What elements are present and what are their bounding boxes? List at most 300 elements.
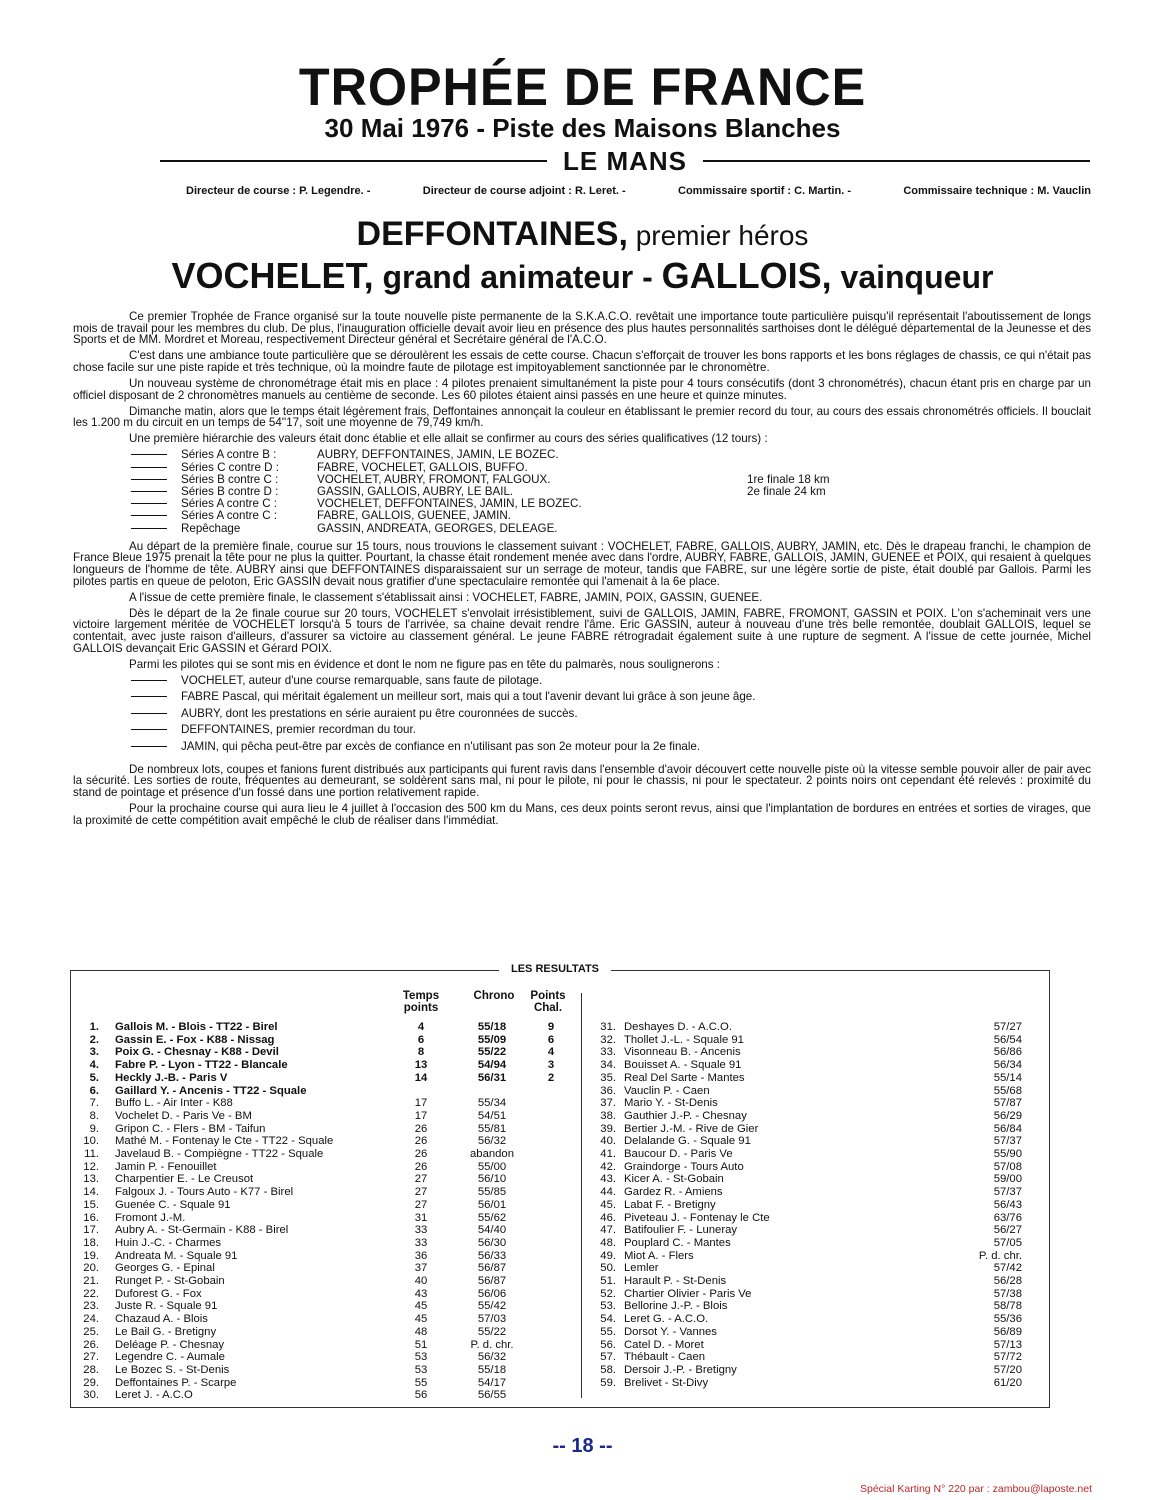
- result-chrono: 56/33: [477, 1249, 507, 1262]
- result-row: [71, 1237, 576, 1250]
- result-chrono: 59/00: [993, 1173, 1022, 1186]
- result-row: [586, 1186, 1046, 1199]
- result-name: Deshayes D. - A.C.O.: [624, 1021, 732, 1033]
- official-sport: Commissaire sportif : C. Martin. -: [678, 185, 851, 197]
- result-chrono: 56/29: [993, 1109, 1022, 1122]
- result-chrono: 57/03: [477, 1313, 507, 1326]
- article-paragraph: Au départ de la première finale, courue sur 15 tours, nous trouvions le classement suivant : VOCHELET, FABRE, GALLOIS, AUBRY, JAMIN, etc. Dès le drapeau franchi, le champion de France Bleue 1975 prenait la tête pour ne plus la quitter. Pourtant, la chasse était rondement menée avec dans l'ordre, AUBRY, FABRE, GALLOIS, JAMIN, GUENEE et POIX, qui resaient à quelques longueurs de l'homme de tête. AUBRY ainsi que DEFFONTAINES disparaissaient sur un serrage de moteur, tandis que FABRE, sur une légère sortie de piste, était doublé par Gallois. Parmi les pilotes partis en queue de peloton, Eric GASSIN devait nous gratifier d'une spectaculaire remontée qui l'amenait à la 6e place.: [73, 539, 1091, 588]
- result-name: Aubry A. - St-Germain - K88 - Birel: [115, 1224, 289, 1237]
- result-temps-points: 13: [414, 1059, 428, 1072]
- result-name: Le Bozec S. - St-Denis: [115, 1363, 230, 1376]
- result-name: Legendre C. - Aumale: [115, 1351, 225, 1364]
- result-pos: 39.: [600, 1122, 616, 1135]
- praise-item: AUBRY, dont les prestations en série auraient pu être couronnées de succès.: [73, 708, 1091, 725]
- result-temps-points: 4: [417, 1021, 425, 1033]
- result-pos: 1.: [89, 1021, 99, 1033]
- result-pos: 58.: [600, 1363, 616, 1376]
- result-pos: 46.: [600, 1211, 616, 1224]
- series-row: Séries A contre B : AUBRY, DEFFONTAINES, JAMIN, LE BOZEC.: [73, 449, 1091, 461]
- result-chrono: 56/10: [477, 1173, 507, 1186]
- result-chrono: 55/85: [477, 1186, 507, 1199]
- result-pos: 38.: [600, 1109, 616, 1122]
- article-paragraph: Une première hiérarchie des valeurs était donc établie et elle allait se confirmer au cours des séries qualificatives (12 tours) :: [129, 432, 768, 446]
- result-row: [71, 1085, 576, 1098]
- result-row: [586, 1135, 1046, 1148]
- result-temps-points: 26: [414, 1135, 428, 1148]
- result-pos: 34.: [600, 1059, 616, 1072]
- result-row: [586, 1300, 1046, 1313]
- result-name: Vauclin P. - Caen: [624, 1084, 710, 1097]
- result-row: [71, 1186, 576, 1199]
- result-name: Georges G. - Epinal: [115, 1262, 215, 1275]
- result-name: Juste R. - Squale 91: [115, 1300, 218, 1313]
- result-chrono: 57/87: [993, 1097, 1022, 1110]
- result-temps-points: 33: [414, 1236, 428, 1249]
- result-row: [71, 1326, 576, 1339]
- result-chrono: 55/00: [477, 1160, 507, 1173]
- result-row: [586, 1123, 1046, 1136]
- headline-text-2: grand animateur -: [373, 259, 662, 295]
- result-name: Miot A. - Flers: [624, 1249, 694, 1262]
- result-row: [71, 1148, 576, 1161]
- article-paragraph: Pour la prochaine course qui aura lieu le 4 juillet à l'occasion des 500 km du Mans, ces deux points seront revus, ainsi que l'implantation de bordures en entrées et sorties de virages, que la proximité de cette compétition avait empêché le club de réaliser dans l'immédiat.: [73, 801, 1091, 827]
- result-name: Gauthier J.-P. - Chesnay: [624, 1109, 747, 1122]
- result-row: [71, 1110, 576, 1123]
- result-name: Batifoulier F. - Luneray: [624, 1224, 738, 1237]
- result-name: Gardez R. - Amiens: [624, 1186, 723, 1199]
- result-name: Deffontaines P. - Scarpe: [115, 1376, 237, 1389]
- result-chrono: 56/27: [993, 1224, 1022, 1237]
- official-director: Directeur de course : P. Legendre. -: [186, 185, 371, 197]
- result-chrono: 56/89: [993, 1325, 1022, 1338]
- result-name: Gaillard Y. - Ancenis - TT22 - Squale: [115, 1084, 307, 1097]
- result-temps-points: 33: [414, 1224, 428, 1237]
- result-name: Buffo L. - Air Inter - K88: [115, 1097, 233, 1110]
- result-name: Brelivet - St-Divy: [624, 1376, 709, 1389]
- result-name: Bertier J.-M. - Rive de Gier: [624, 1122, 759, 1135]
- article-paragraph: Dès le départ de la 2e finale courue sur 20 tours, VOCHELET s'envolait irrésistiblement, suivi de GALLOIS, JAMIN, FABRE, FROMONT, GASSIN et POIX. L'on s'acheminait vers une victoire largement méritée de VOCHELET lorsqu'à 5 tours de l'arrivée, sa chaine devait rendre l'âme. Eric GASSIN, auteur à nouveau d'une très belle remontée, doublait GALLOIS, lequel se contentait, avec juste raison d'ailleurs, d'assurer sa victoire au classement général. Le jeune FABRE rétrogradait également suite à une rupture de segment. A l'issue de cette journée, Michel GALLOIS devançait Eric GASSIN et Gérard POIX.: [73, 606, 1091, 655]
- result-pos: 48.: [600, 1236, 616, 1249]
- result-chrono: 56/28: [993, 1275, 1022, 1287]
- result-pos: 27.: [83, 1351, 99, 1364]
- result-name: Lemler: [624, 1262, 659, 1275]
- result-row: [586, 1313, 1046, 1326]
- result-name: Falgoux J. - Tours Auto - K77 - Birel: [115, 1186, 294, 1199]
- result-pos: 22.: [83, 1287, 99, 1300]
- headline-name-3: GALLOIS,: [661, 255, 832, 296]
- result-chrono: 56/31: [477, 1071, 507, 1084]
- result-temps-points: 51: [414, 1338, 428, 1351]
- result-name: Dorsot Y. - Vannes: [624, 1325, 717, 1338]
- result-chrono: 57/72: [993, 1351, 1022, 1364]
- praise-item: JAMIN, qui pêcha peut-être par excès de confiance en n'utilisant pas son 2e moteur pour la 2e finale.: [73, 741, 1091, 758]
- result-points-chal: 9: [547, 1021, 555, 1033]
- series-row: Séries A contre C : FABRE, GALLOIS, GUENEE, JAMIN.: [73, 510, 1091, 522]
- result-row: [71, 1300, 576, 1313]
- result-chrono: 61/20: [993, 1376, 1022, 1389]
- result-row: [586, 1072, 1046, 1085]
- result-row: [71, 1135, 576, 1148]
- result-row: [71, 1288, 576, 1301]
- result-chrono: 56/01: [477, 1198, 507, 1211]
- result-chrono: 54/94: [477, 1059, 507, 1072]
- result-chrono: P. d. chr.: [470, 1338, 514, 1351]
- result-name: Graindorge - Tours Auto: [624, 1160, 744, 1173]
- result-row: [586, 1288, 1046, 1301]
- series-row: Séries C contre D : FABRE, VOCHELET, GALLOIS, BUFFO.: [73, 462, 1091, 474]
- result-pos: 56.: [600, 1338, 616, 1351]
- result-name: Jamin P. - Fenouillet: [115, 1160, 217, 1173]
- result-chrono: 57/08: [993, 1160, 1022, 1173]
- result-pos: 43.: [600, 1173, 616, 1186]
- result-name: Leret J. - A.C.O: [115, 1389, 193, 1402]
- result-temps-points: 37: [414, 1262, 428, 1275]
- result-name: Charpentier E. - Le Creusot: [115, 1173, 254, 1186]
- result-row: [71, 1339, 576, 1352]
- result-pos: 31.: [600, 1021, 616, 1033]
- result-pos: 42.: [600, 1160, 616, 1173]
- praise-list: [73, 675, 1091, 758]
- result-pos: 54.: [600, 1313, 616, 1326]
- result-pos: 40.: [600, 1135, 616, 1148]
- result-name: Labat F. - Bretigny: [624, 1198, 716, 1211]
- result-row: [586, 1161, 1046, 1174]
- rule-right: [703, 160, 1090, 162]
- result-row: [586, 1059, 1046, 1072]
- result-chrono: 54/51: [477, 1109, 507, 1122]
- result-name: Le Bail G. - Bretigny: [115, 1325, 217, 1338]
- praise-item: DEFFONTAINES, premier recordman du tour.: [73, 724, 1091, 741]
- result-temps-points: 48: [414, 1325, 428, 1338]
- result-row: [71, 1123, 576, 1136]
- result-pos: 53.: [600, 1300, 616, 1313]
- result-chrono: 57/42: [993, 1262, 1022, 1275]
- headline-name-1: DEFFONTAINES,: [356, 215, 628, 253]
- result-pos: 59.: [600, 1376, 616, 1389]
- result-name: Andreata M. - Squale 91: [115, 1249, 238, 1262]
- result-row: [71, 1351, 576, 1364]
- result-temps-points: 40: [414, 1275, 428, 1287]
- result-chrono: 55/14: [993, 1071, 1022, 1084]
- result-chrono: 57/05: [993, 1236, 1022, 1249]
- result-name: Mathé M. - Fontenay le Cte - TT22 - Squale: [115, 1135, 334, 1148]
- result-pos: 16.: [83, 1211, 99, 1224]
- col-points-chal: Points Chal.: [530, 990, 566, 1014]
- result-name: Fabre P. - Lyon - TT22 - Blancale: [115, 1059, 288, 1072]
- result-row: [586, 1212, 1046, 1225]
- result-row: [586, 1034, 1046, 1047]
- result-chrono: abandon: [470, 1148, 514, 1160]
- result-name: Gassin E. - Fox - K88 - Nissag: [115, 1033, 275, 1046]
- result-name: Chazaud A. - Blois: [115, 1313, 208, 1326]
- result-name: Real Del Sarte - Mantes: [624, 1071, 745, 1084]
- result-row: [586, 1275, 1046, 1288]
- location-row: [160, 146, 1090, 176]
- result-row: [586, 1237, 1046, 1250]
- result-row: [71, 1212, 576, 1225]
- result-pos: 30.: [83, 1389, 99, 1402]
- result-chrono: 57/37: [993, 1186, 1022, 1199]
- result-temps-points: 17: [414, 1109, 428, 1122]
- result-chrono: 56/06: [477, 1287, 507, 1300]
- result-chrono: 57/38: [993, 1287, 1022, 1300]
- result-pos: 6.: [89, 1084, 99, 1097]
- result-name: Visonneau B. - Ancenis: [624, 1046, 741, 1059]
- col-temps-points: Temps points: [402, 990, 440, 1014]
- footer-credit: Spécial Karting N° 220 par : zambou@laposte.net: [860, 1483, 1092, 1495]
- result-points-chal: 3: [547, 1059, 555, 1072]
- result-row: [586, 1351, 1046, 1364]
- result-temps-points: 45: [414, 1300, 428, 1313]
- result-chrono: 55/18: [477, 1363, 507, 1376]
- headline-line-2: [0, 253, 1165, 300]
- result-pos: 8.: [89, 1109, 99, 1122]
- result-temps-points: 26: [414, 1160, 428, 1173]
- result-pos: 52.: [600, 1287, 616, 1300]
- result-points-chal: 2: [547, 1071, 555, 1084]
- headline-text-1: premier héros: [627, 220, 809, 251]
- series-list: [73, 449, 1091, 534]
- column-divider: [581, 993, 582, 1398]
- result-chrono: 55/68: [993, 1084, 1022, 1097]
- result-name: Fromont J.-M.: [115, 1211, 186, 1224]
- result-pos: 51.: [600, 1275, 616, 1287]
- praise-item: VOCHELET, auteur d'une course remarquable, sans faute de pilotage.: [73, 675, 1091, 692]
- result-pos: 20.: [83, 1262, 99, 1275]
- official-tech: Commissaire technique : M. Vauclin: [903, 185, 1091, 197]
- result-temps-points: 56: [414, 1389, 428, 1402]
- result-chrono: 56/87: [477, 1262, 507, 1275]
- article-paragraph: Dimanche matin, alors que le temps était légèrement frais, Deffontaines annonçait la couleur en établissant le premier record du tour, au cours des essais chronométrés officiels. Il bouclait les 1.200 m du circuit en un temps de 54''17, soit une moyenne de 79,749 km/h.: [73, 404, 1091, 430]
- result-name: Catel D. - Moret: [624, 1338, 704, 1351]
- series-row: Séries B contre D : GASSIN, GALLOIS, AUBRY, LE BAIL. 2e finale 24 km: [73, 486, 1091, 498]
- result-temps-points: 8: [417, 1046, 425, 1059]
- results-box: [70, 963, 1050, 1408]
- article-body: [73, 311, 1091, 831]
- result-row: [71, 1059, 576, 1072]
- result-pos: 15.: [83, 1198, 99, 1211]
- praise-item: FABRE Pascal, qui méritait également un meilleur sort, mais qui a tout l'avenir devant lui grâce à son jeune âge.: [73, 691, 1091, 708]
- result-pos: 25.: [83, 1325, 99, 1338]
- result-name: Javelaud B. - Compiègne - TT22 - Squale: [115, 1148, 324, 1160]
- result-pos: 19.: [83, 1249, 99, 1262]
- result-temps-points: 43: [414, 1287, 428, 1300]
- result-chrono: 56/32: [477, 1135, 507, 1148]
- result-row: [71, 1262, 576, 1275]
- result-pos: 24.: [83, 1313, 99, 1326]
- result-row: [586, 1085, 1046, 1098]
- result-name: Huin J.-C. - Charmes: [115, 1236, 222, 1249]
- location: LE MANS: [563, 145, 687, 176]
- result-chrono: 54/17: [477, 1376, 507, 1389]
- result-chrono: 56/87: [477, 1275, 507, 1287]
- col-chrono: Chrono: [473, 990, 515, 1002]
- series-row: Séries B contre C : VOCHELET, AUBRY, FROMONT, FALGOUX. 1re finale 18 km: [73, 474, 1091, 486]
- result-name: Bellorine J.-P. - Blois: [624, 1300, 728, 1313]
- result-chrono: 56/55: [477, 1389, 507, 1402]
- result-row: [71, 1224, 576, 1237]
- article-paragraph: C'est dans une ambiance toute particulière que se déroulèrent les essais de cette course. Chacun s'efforçait de trouver les bons rapports et les bons réglages de chassis, ce qui n'était pas chose facile sur une piste rapide et très technique, où la moindre faute de pilotage est impitoyablement sanctionnée par le chronomètre.: [73, 349, 1091, 374]
- article-paragraph: Parmi les pilotes qui se sont mis en évidence et dont le nom ne figure pas en tête du palmarès, nous soulignerons :: [129, 657, 720, 671]
- result-row: [71, 1313, 576, 1326]
- result-pos: 45.: [600, 1198, 616, 1211]
- result-name: Gripon C. - Flers - BM - Taifun: [115, 1122, 266, 1135]
- result-pos: 4.: [89, 1059, 99, 1072]
- result-row: [586, 1097, 1046, 1110]
- result-row: [586, 1199, 1046, 1212]
- result-name: Thollet J.-L. - Squale 91: [624, 1033, 744, 1046]
- result-pos: 18.: [83, 1236, 99, 1249]
- result-name: Bouisset A. - Squale 91: [624, 1059, 742, 1072]
- article-paragraph: De nombreux lots, coupes et fanions furent distribués aux participants qui furent ravis dans l'ensemble d'avoir découvert cette nouvelle piste où la vitesse semble pouvoir aller de pair avec la sécurité. Les sorties de route, fréquentes au demeurant, se soldèrent sans mal, ni pour le pilote, ni pour le chassis, ni pour le spectateur. 2 points noirs ont cependant été relevés : proximité du stand de pointage et présence d'un fossé dans une portion relativement rapide.: [73, 762, 1091, 799]
- result-temps-points: 26: [414, 1148, 428, 1160]
- result-temps-points: 53: [414, 1351, 428, 1364]
- result-row: [586, 1262, 1046, 1275]
- result-row: [71, 1389, 576, 1402]
- result-pos: 3.: [89, 1046, 99, 1059]
- result-pos: 44.: [600, 1186, 616, 1199]
- result-row: [71, 1364, 576, 1377]
- article-paragraph: Un nouveau système de chronométrage était mis en place : 4 pilotes prenaient simultanément la piste pour 4 tours consécutifs (dont 3 chronométrés), chacun étant pris en charge par un officiel disposant de 2 chronomètres manuels au centième de seconde. Les 60 pilotes étaient ainsi passés en une heure et quinze minutes.: [73, 376, 1091, 402]
- result-pos: 2.: [89, 1033, 99, 1046]
- result-pos: 55.: [600, 1325, 616, 1338]
- result-name: Vochelet D. - Paris Ve - BM: [115, 1109, 252, 1122]
- headline-text-3: vainqueur: [831, 259, 994, 295]
- result-pos: 10.: [83, 1135, 99, 1148]
- result-pos: 41.: [600, 1148, 616, 1160]
- result-row: [71, 1275, 576, 1288]
- result-chrono: 56/32: [477, 1351, 507, 1364]
- result-name: Deléage P. - Chesnay: [115, 1338, 225, 1351]
- officials-line: [186, 185, 1091, 197]
- result-pos: 5.: [89, 1071, 99, 1084]
- article-paragraph: A l'issue de cette première finale, le classement s'établissait ainsi : VOCHELET, FABRE, JAMIN, POIX, GASSIN, GUENEE.: [129, 590, 763, 604]
- result-temps-points: 26: [414, 1122, 428, 1135]
- result-name: Piveteau J. - Fontenay le Cte: [624, 1211, 770, 1224]
- result-pos: 35.: [600, 1071, 616, 1084]
- result-name: Poix G. - Chesnay - K88 - Devil: [115, 1046, 279, 1059]
- result-temps-points: 27: [414, 1173, 428, 1186]
- result-temps-points: 36: [414, 1249, 428, 1262]
- series-row: Séries A contre C : VOCHELET, DEFFONTAINES, JAMIN, LE BOZEC.: [73, 498, 1091, 510]
- result-row: [586, 1250, 1046, 1263]
- result-row: [71, 1097, 576, 1110]
- result-name: Duforest G. - Fox: [115, 1287, 202, 1300]
- result-pos: 23.: [83, 1300, 99, 1313]
- result-chrono: 55/34: [477, 1097, 507, 1110]
- result-chrono: 55/22: [477, 1046, 507, 1059]
- result-name: Heckly J.-B. - Paris V: [115, 1071, 228, 1084]
- result-pos: 9.: [89, 1122, 99, 1135]
- result-temps-points: 27: [414, 1186, 428, 1199]
- result-name: Guenée C. - Squale 91: [115, 1198, 231, 1211]
- result-row: [586, 1339, 1046, 1352]
- result-chrono: 58/78: [993, 1300, 1022, 1313]
- article-paragraph: Ce premier Trophée de France organisé sur la toute nouvelle piste permanente de la S.K.A.C.O. revêtait une importance toute particulière puisqu'il représentait l'aboutissement de longs mois de travail pour les membres du club. De plus, l'inauguration officielle devait avoir lieu en présence des plus hautes personnalités sarthoises dont le délégué départemental de la Jeunesse et des Sports et de MM. Mordret et Moreau, respectivement Directeur général et Secrétaire général de l'A.C.O.: [73, 310, 1091, 347]
- result-pos: 28.: [83, 1363, 99, 1376]
- result-pos: 13.: [83, 1173, 99, 1186]
- result-chrono: 55/36: [993, 1313, 1022, 1326]
- result-chrono: 56/30: [477, 1236, 507, 1249]
- result-name: Thébault - Caen: [624, 1351, 706, 1364]
- result-points-chal: 6: [547, 1033, 555, 1046]
- result-row: [71, 1021, 576, 1034]
- result-chrono: 56/34: [993, 1059, 1022, 1072]
- result-row: [586, 1326, 1046, 1339]
- result-points-chal: 4: [547, 1046, 555, 1059]
- result-chrono: 56/43: [993, 1198, 1022, 1211]
- result-chrono: 57/13: [993, 1338, 1022, 1351]
- result-row: [71, 1250, 576, 1263]
- result-pos: 32.: [600, 1033, 616, 1046]
- result-chrono: 55/81: [477, 1122, 507, 1135]
- result-row: [586, 1046, 1046, 1059]
- result-pos: 21.: [83, 1275, 99, 1287]
- result-name: Gallois M. - Blois - TT22 - Birel: [115, 1021, 278, 1033]
- result-row: [586, 1364, 1046, 1377]
- result-chrono: 54/40: [477, 1224, 507, 1237]
- result-pos: 50.: [600, 1262, 616, 1275]
- result-row: [586, 1148, 1046, 1161]
- result-name: Mario Y. - St-Denis: [624, 1097, 718, 1110]
- result-pos: 7.: [89, 1097, 99, 1110]
- result-chrono: 55/90: [993, 1148, 1022, 1160]
- results-title: LES RESULTATS: [499, 963, 611, 975]
- result-name: Pouplard C. - Mantes: [624, 1236, 731, 1249]
- result-pos: 26.: [83, 1338, 99, 1351]
- result-temps-points: 14: [414, 1071, 428, 1084]
- result-temps-points: 55: [414, 1376, 428, 1389]
- result-temps-points: 31: [414, 1211, 428, 1224]
- page-title: TROPHÉE DE FRANCE: [298, 58, 867, 117]
- rule-left: [160, 160, 547, 162]
- result-name: Kicer A. - St-Gobain: [624, 1173, 724, 1186]
- result-pos: 12.: [83, 1160, 99, 1173]
- result-row: [586, 1224, 1046, 1237]
- result-pos: 33.: [600, 1046, 616, 1059]
- result-name: Dersoir J.-P. - Bretigny: [624, 1363, 737, 1376]
- result-name: Chartier Olivier - Paris Ve: [624, 1287, 752, 1300]
- result-chrono: 57/27: [993, 1021, 1022, 1033]
- result-chrono: 55/09: [477, 1033, 507, 1046]
- result-row: [586, 1377, 1046, 1390]
- result-row: [71, 1161, 576, 1174]
- result-row: [586, 1110, 1046, 1123]
- result-temps-points: 27: [414, 1198, 428, 1211]
- result-chrono: 55/62: [477, 1211, 507, 1224]
- result-pos: 17.: [83, 1224, 99, 1237]
- result-row: [71, 1199, 576, 1212]
- result-row: [71, 1034, 576, 1047]
- result-row: [71, 1173, 576, 1186]
- official-deputy: Directeur de course adjoint : R. Leret. -: [422, 185, 626, 197]
- result-pos: 36.: [600, 1084, 616, 1097]
- result-chrono: P. d. chr.: [978, 1249, 1022, 1262]
- result-chrono: 56/86: [993, 1046, 1022, 1059]
- result-temps-points: 53: [414, 1363, 428, 1376]
- result-chrono: 55/22: [477, 1325, 507, 1338]
- result-row: [71, 1377, 576, 1390]
- result-chrono: 55/42: [477, 1300, 507, 1313]
- result-name: Delalande G. - Squale 91: [624, 1135, 751, 1148]
- result-row: [71, 1046, 576, 1059]
- result-pos: 11.: [84, 1148, 99, 1160]
- result-pos: 57.: [600, 1351, 616, 1364]
- result-row: [586, 1021, 1046, 1034]
- result-name: Runget P. - St-Gobain: [115, 1275, 225, 1287]
- result-temps-points: 45: [414, 1313, 428, 1326]
- event-subtitle: 30 Mai 1976 - Piste des Maisons Blanches: [324, 113, 841, 143]
